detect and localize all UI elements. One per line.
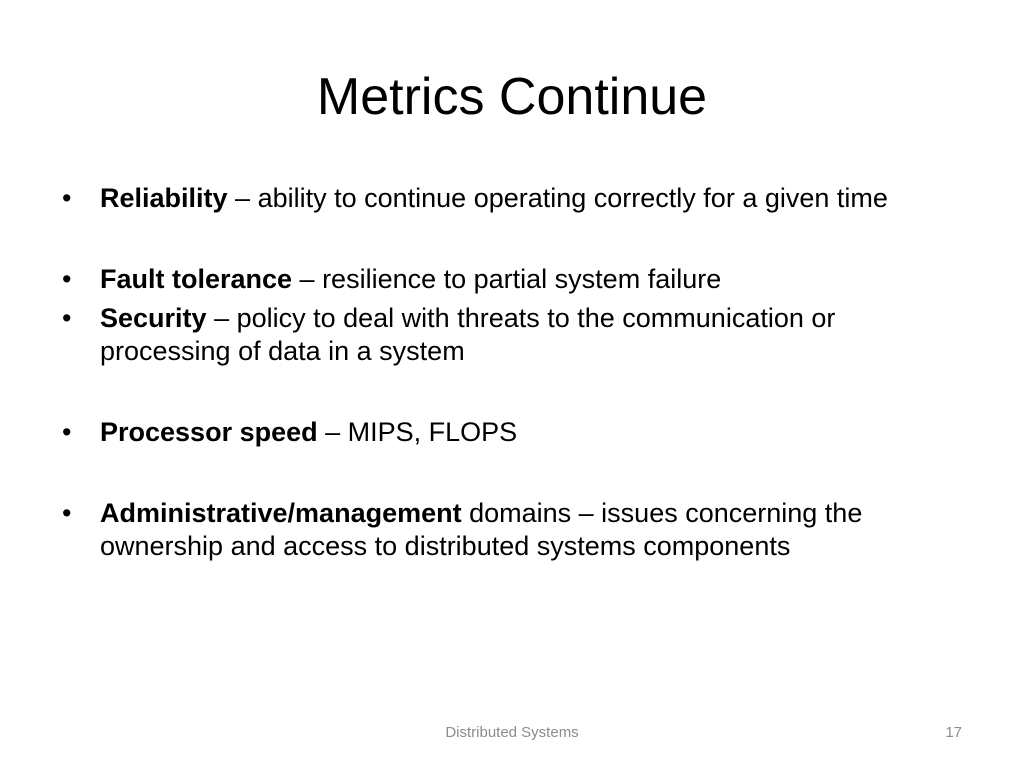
bullet-marker: • (62, 183, 72, 213)
bullet-term: Administrative/management (100, 498, 462, 528)
bullet-list (62, 182, 972, 563)
bullet-term: Reliability (100, 183, 228, 213)
bullet-text: – policy to deal with threats to the communication or processing of data in a system (100, 303, 836, 366)
page-number: 17 (945, 724, 962, 741)
bullet-marker: • (62, 303, 72, 333)
bullet-text: – MIPS, FLOPS (317, 417, 518, 447)
slide-title: Metrics Continue (316, 68, 708, 126)
bullet-marker: • (62, 264, 72, 294)
bullet-item-fault-tolerance (62, 263, 972, 296)
bullet-item-reliability (62, 182, 972, 215)
bullet-item-administrative (62, 497, 972, 563)
bullet-term: Fault tolerance (100, 264, 293, 294)
bullet-item-security (62, 302, 972, 368)
bullet-text: – ability to continue operating correctly for a given time (227, 183, 888, 213)
footer-title: Distributed Systems (445, 724, 579, 741)
bullet-item-processor-speed (62, 416, 972, 449)
bullet-text: domains – issues concerning the ownership and access to distributed systems components (100, 498, 863, 561)
bullet-marker: • (62, 498, 72, 528)
bullet-marker: • (62, 417, 72, 447)
bullet-text: – resilience to partial system failure (292, 264, 722, 294)
bullet-term: Security (100, 303, 207, 333)
bullet-term: Processor speed (100, 417, 318, 447)
